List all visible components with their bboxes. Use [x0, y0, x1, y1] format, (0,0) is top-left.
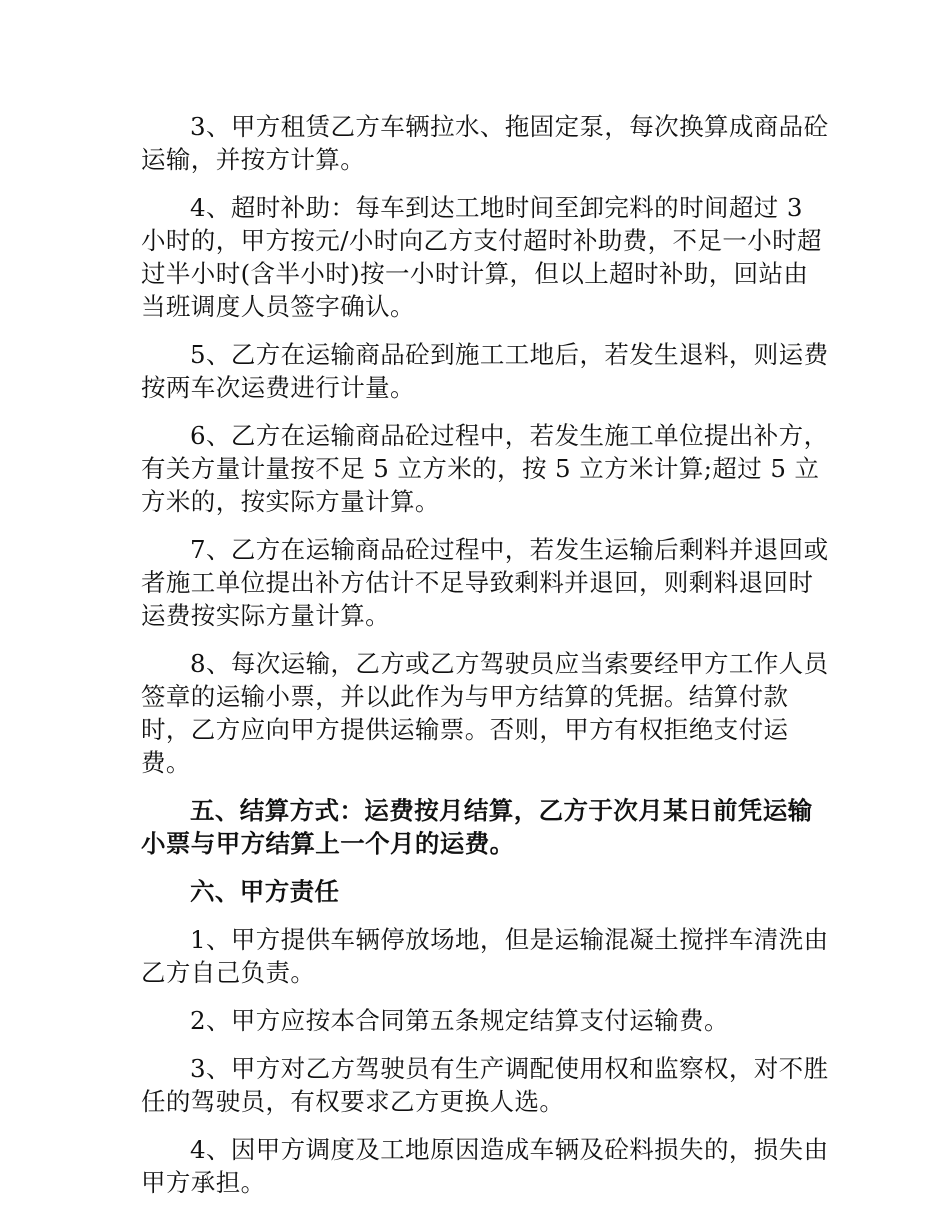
clause-6-3: 3、甲方对乙方驾驶员有生产调配使用权和监察权，对不胜任的驾驶员，有权要求乙方更换人选。: [141, 1054, 829, 1116]
clause-4-4: 4、超时补助：每车到达工地时间至卸完料的时间超过 3 小时的，甲方按元/小时向乙方支付超时补助费，不足一小时超过半小时(含半小时)按一小时计算，但以上超时补助，回站由当班调度人员签字确认。: [141, 193, 822, 321]
clause-4-5: 5、乙方在运输商品砼到施工工地后，若发生退料，则运费按两车次运费进行计量。: [141, 340, 829, 402]
document-page: [141, 110, 831, 1199]
clause-4-3: 3、甲方租赁乙方车辆拉水、拖固定泵，每次换算成商品砼运输，并按方计算。: [141, 112, 829, 174]
clause-6-2: 2、甲方应按本合同第五条规定结算支付运输费。: [190, 1006, 729, 1035]
clause-4-8: 8、每次运输，乙方或乙方驾驶员应当索要经甲方工作人员签章的运输小票，并以此作为与甲方结算的凭据。结算付款时，乙方应向甲方提供运输票。否则，甲方有权拒绝支付运费。: [141, 649, 829, 777]
section-6-party-a-heading: 六、甲方责任: [190, 877, 340, 906]
clause-4-7: 7、乙方在运输商品砼过程中，若发生运输后剩料并退回或者施工单位提出补方估计不足导致剩料并退回，则剩料退回时运费按实际方量计算。: [141, 535, 829, 630]
section-5-settlement-heading: 五、结算方式：运费按月结算，乙方于次月某日前凭运输小票与甲方结算上一个月的运费。: [141, 796, 813, 858]
clause-6-4: 4、因甲方调度及工地原因造成车辆及砼料损失的，损失由甲方承担。: [141, 1135, 829, 1197]
clause-6-1: 1、甲方提供车辆停放场地，但是运输混凝土搅拌车清洗由乙方自己负责。: [141, 925, 829, 987]
clause-4-6: 6、乙方在运输商品砼过程中，若发生施工单位提出补方，有关方量计量按不足 5 立方米的，按 5 立方米计算;超过 5 立方米的，按实际方量计算。: [141, 421, 829, 516]
